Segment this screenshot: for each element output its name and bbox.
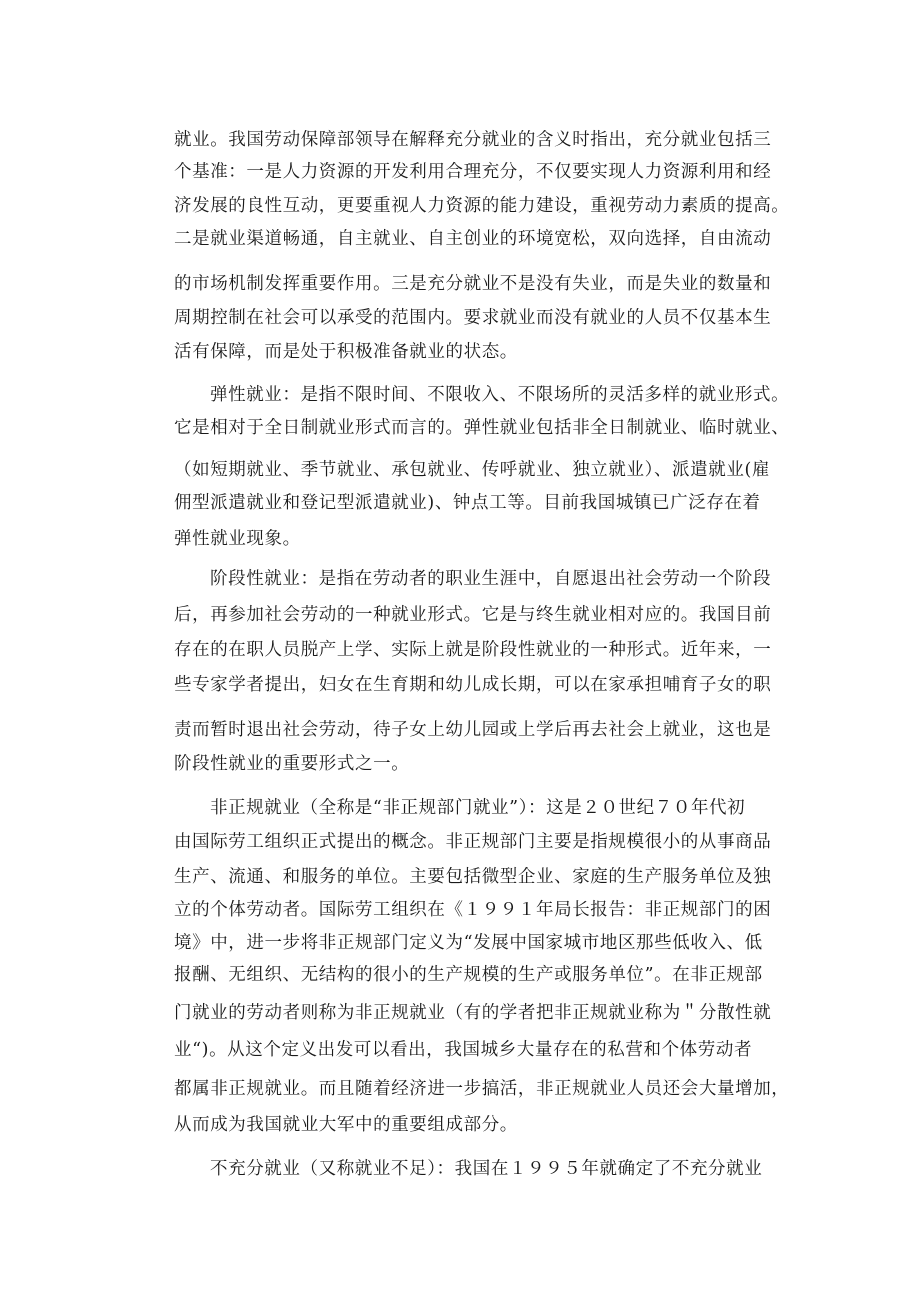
paragraph-line: 就业。我国劳动保障部领导在解释充分就业的含义时指出，充分就业包括三 [174,130,772,150]
paragraph-line: （如短期就业、季节就业、承包就业、传呼就业、独立就业）、派遣就业(雇 [174,460,770,480]
paragraph-line: 都属非正规就业。而且随着经济进一步搞活，非正规就业人员还会大量增加， [174,1079,790,1099]
paragraph-line: 周期控制在社会可以承受的范围内。要求就业而没有就业的人员不仅基本生 [174,308,772,328]
paragraph-line: 弹性就业现象。 [174,529,301,549]
paragraph-line: 后，再参加社会劳动的一种就业形式。它是与终生就业相对应的。我国目前 [174,605,772,625]
paragraph-line: 报酬、无组织、无结构的很小的生产规模的生产或服务单位”。在非正规部 [174,965,763,985]
paragraph-line: 的市场机制发挥重要作用。三是充分就业不是没有失业，而是失业的数量和 [174,274,772,294]
paragraph-line: 从而成为我国就业大军中的重要组成部分。 [174,1115,518,1135]
paragraph-line: 它是相对于全日制就业形式而言的。弹性就业包括非全日制就业、临时就业、 [174,418,790,438]
paragraph-line: 个基准：一是人力资源的开发利用合理充分，不仅要实现人力资源利用和经 [174,162,772,182]
paragraph-line: 业“)。从这个定义出发可以看出，我国城乡大量存在的私营和个体劳动者 [174,1040,753,1060]
paragraph-line: 存在的在职人员脱产上学、实际上就是阶段性就业的一种形式。近年来，一 [174,640,772,660]
paragraph-line: 立的个体劳动者。国际劳工组织在《１９９１年局长报告：非正规部门的困 [174,900,772,920]
paragraph-line: 非正规就业（全称是“非正规部门就业”）：这是２０世纪７０年代初 [210,798,746,818]
paragraph-line: 阶段性就业：是指在劳动者的职业生涯中，自愿退出社会劳动一个阶段 [210,569,772,589]
paragraph-line: 活有保障，而是处于积极准备就业的状态。 [174,342,518,362]
paragraph-line: 由国际劳工组织正式提出的概念。非正规部门主要是指规模很小的从事商品 [174,832,772,852]
paragraph-line: 济发展的良性互动，更要重视人力资源的能力建设，重视劳动力素质的提高。 [174,196,790,216]
paragraph-line: 境》中，进一步将非正规部门定义为“发展中国家城市地区那些低收入、低 [174,933,763,953]
paragraph-line: 弹性就业：是指不限时间、不限收入、不限场所的灵活多样的就业形式。 [210,385,790,405]
paragraph-line: 门就业的劳动者则称为非正规就业（有的学者把非正规就业称为＂分散性就 [174,1003,772,1023]
paragraph-line: 不充分就业（又称就业不足）：我国在１９９５年就确定了不充分就业 [210,1159,763,1179]
paragraph-line: 生产、流通、和服务的单位。主要包括微型企业、家庭的生产服务单位及独 [174,867,772,887]
paragraph-line: 二是就业渠道畅通，自主就业、自主创业的环境宽松，双向选择，自由流动 [174,229,772,249]
paragraph-line: 阶段性就业的重要形式之一。 [174,754,410,774]
paragraph-line: 些专家学者提出，妇女在生育期和幼儿成长期，可以在家承担哺育子女的职 [174,675,772,695]
paragraph-line: 责而暂时退出社会劳动，待子女上幼儿园或上学后再去社会上就业，这也是 [174,720,772,740]
paragraph-line: 佣型派遣就业和登记型派遣就业)、钟点工等。目前我国城镇已广泛存在着 [174,493,761,513]
